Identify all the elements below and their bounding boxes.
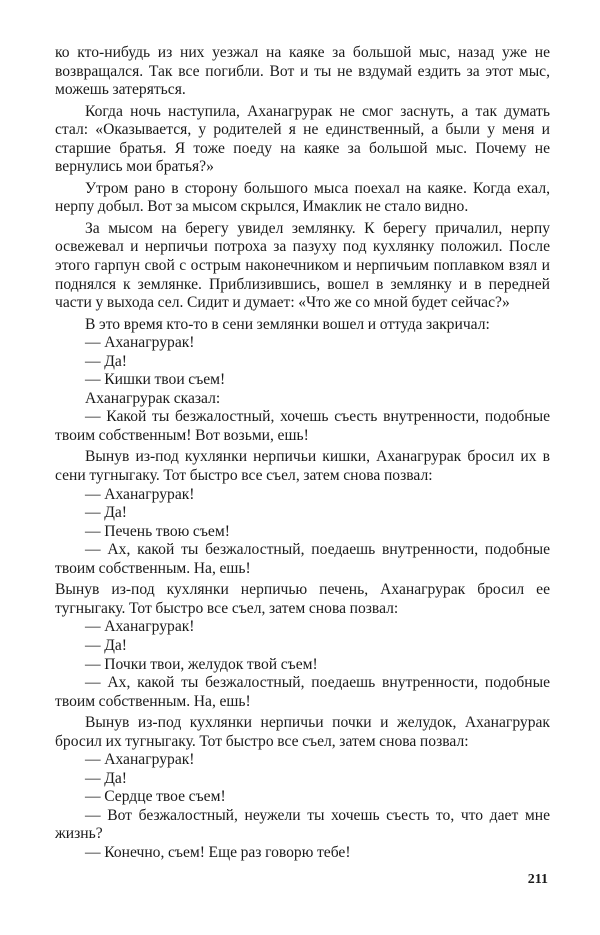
paragraph: Вынув из-под кухлянки нерпичьи почки и желудок, Аханагрурак бросил их тугныгаку. Тот быстро все съел, затем снова позвал: (55, 714, 550, 750)
paragraph: Вынув из-под кухлянки нерпичью печень, Аханагрурак бросил ее тугныгаку. Тот быстро все съел, затем снова позвал: (55, 581, 550, 617)
dialogue-line: — Да! (85, 636, 127, 654)
dialogue-line: — Аханагрурак! (85, 334, 195, 352)
dialogue-line: — Аханагрурак! (85, 485, 195, 503)
dialogue-line: — Конечно, съем! Еще раз говорю тебе! (85, 843, 351, 861)
dialogue-line: — Какой ты безжалостный, хочешь съесть внутренности, подобные твоим собственным! Вот возьми, ешь! (55, 408, 550, 444)
body-text (55, 44, 550, 863)
dialogue-line: — Аханагрурак! (85, 618, 195, 636)
dialogue-line: Аханагрурак сказал: (85, 389, 221, 407)
dialogue-line: — Да! (85, 504, 127, 522)
paragraph: Вынув из-под кухлянки нерпичьи кишки, Аханагрурак бросил их в сени тугныгаку. Тот быстро все съел, затем снова позвал: (55, 448, 550, 485)
dialogue-line: — Ах, какой ты безжалостный, поедаешь внутренности, подобные твоим собственным. На, ешь! (55, 674, 550, 710)
dialogue-line: — Аханагрурак! (85, 751, 195, 769)
paragraph: ко кто-нибудь из них уезжал на каяке за большой мыс, назад уже не возвращался. Так все погибли. Вот и ты не вздумай ездить за этот мыс, можешь затеряться. (55, 44, 550, 99)
paragraph: В это время кто-то в сени землянки вошел и оттуда закричал: (85, 315, 490, 333)
paragraph: Утром рано в сторону большого мыса поехал на каяке. Когда ехал, нерпу добыл. Вот за мысом скрылся, Имаклик не стало видно. (55, 179, 550, 216)
paragraph: За мысом на берегу увидел землянку. К берегу причалил, нерпу освежевал и нерпичьи потроха за пазуху под кухлянку положил. После этого гарпун свой с острым наконечником и нерпичьим поплавком взял и поднялся к землянке. Приблизившись, вошел в землянку и в передней части у выхода сел. Сидит и думает: «Что же со мной будет сейчас?» (55, 219, 550, 312)
dialogue-line: — Да! (85, 769, 127, 787)
paragraph: Когда ночь наступила, Аханагрурак не смог заснуть, а так думать стал: «Оказывается, у родителей я не единственный, а были у меня и старшие братья. Я тоже поеду на каяке за большой мыс. Почему не вернулись мои братья?» (55, 102, 550, 176)
dialogue-line: — Печень твою съем! (85, 522, 230, 540)
dialogue-line: — Ах, какой ты безжалостный, поедаешь внутренности, подобные твоим собственным. На, ешь! (55, 541, 550, 577)
dialogue-line: — Вот безжалостный, неужели ты хочешь съесть то, что дает мне жизнь? (55, 806, 550, 843)
dialogue-line: — Да! (85, 352, 127, 370)
page-number: 211 (527, 872, 548, 887)
dialogue-line: — Сердце твое съем! (85, 788, 226, 806)
dialogue-line: — Почки твои, желудок твой съем! (85, 655, 318, 673)
dialogue-line: — Кишки твои съем! (85, 371, 226, 389)
